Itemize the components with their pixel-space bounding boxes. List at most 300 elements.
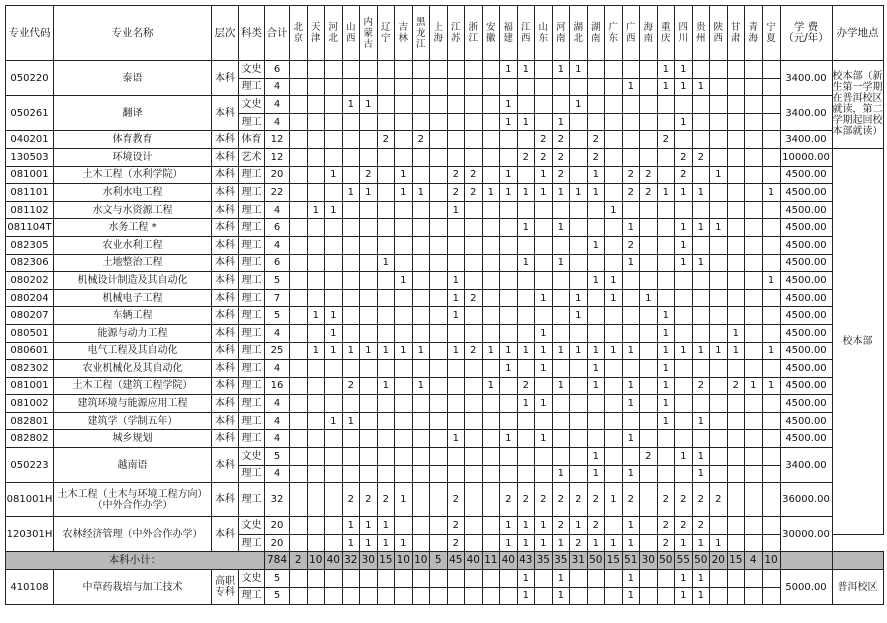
province-count: 1 — [727, 342, 745, 360]
row-total: 16 — [265, 377, 290, 395]
province-count — [500, 587, 518, 605]
province-count — [605, 570, 623, 588]
province-count — [692, 360, 710, 378]
province-count — [640, 430, 658, 448]
province-count — [535, 587, 553, 605]
header-province-char: 川 — [678, 33, 688, 44]
province-count — [640, 377, 658, 395]
province-count: 1 — [675, 219, 693, 237]
header-province — [640, 6, 658, 61]
province-count — [465, 534, 483, 552]
province-count — [570, 131, 588, 149]
province-count: 2 — [465, 166, 483, 184]
province-count — [762, 430, 780, 448]
province-count — [290, 570, 308, 588]
province-count — [657, 430, 675, 448]
province-count — [727, 148, 745, 166]
province-count: 1 — [657, 342, 675, 360]
category: 理工 — [239, 360, 265, 378]
province-count — [727, 272, 745, 290]
category: 理工 — [239, 219, 265, 237]
row-total: 7 — [265, 289, 290, 307]
province-count: 1 — [622, 517, 640, 535]
table-row — [6, 342, 884, 360]
province-count — [692, 113, 710, 131]
province-count — [745, 113, 763, 131]
location-line: 生第一学期 — [832, 82, 883, 94]
province-count — [290, 131, 308, 149]
province-count — [587, 219, 605, 237]
province-count — [290, 517, 308, 535]
header-province — [552, 6, 570, 61]
category: 理工 — [239, 307, 265, 325]
subtotal-count: 35 — [535, 552, 553, 570]
province-count — [745, 483, 763, 517]
province-count — [587, 570, 605, 588]
province-count — [640, 360, 658, 378]
province-count: 1 — [500, 517, 518, 535]
province-count — [395, 236, 413, 254]
province-count: 1 — [605, 289, 623, 307]
province-count — [762, 483, 780, 517]
province-count: 1 — [535, 395, 553, 413]
province-count: 2 — [342, 377, 360, 395]
province-count: 2 — [640, 448, 658, 466]
province-count — [535, 113, 553, 131]
province-count — [605, 131, 623, 149]
category: 理工 — [239, 412, 265, 430]
province-count — [447, 465, 465, 483]
province-count — [430, 236, 448, 254]
province-count — [675, 360, 693, 378]
header-province — [622, 6, 640, 61]
header-total: 合计 — [265, 6, 290, 61]
province-count — [640, 587, 658, 605]
province-count — [430, 254, 448, 272]
province-count — [482, 272, 500, 290]
province-count — [605, 236, 623, 254]
header-province-char: 陕 — [713, 22, 723, 33]
province-count — [395, 254, 413, 272]
header-province-char: 江 — [450, 22, 461, 33]
province-count — [307, 96, 325, 114]
province-count — [570, 148, 588, 166]
major-name: 泰语 — [54, 61, 212, 96]
province-count — [465, 483, 483, 517]
category: 理工 — [239, 78, 265, 96]
table-row — [6, 570, 884, 588]
province-count — [325, 483, 343, 517]
province-count — [727, 483, 745, 517]
province-count — [552, 201, 570, 219]
province-count — [640, 272, 658, 290]
province-count — [517, 96, 535, 114]
province-count — [307, 377, 325, 395]
major-code: 410108 — [6, 570, 54, 605]
major-code: 082306 — [6, 254, 54, 272]
province-count — [465, 61, 483, 79]
province-count — [465, 377, 483, 395]
province-count: 1 — [570, 342, 588, 360]
province-count — [360, 254, 378, 272]
province-count — [290, 184, 308, 202]
province-count: 2 — [675, 483, 693, 517]
province-count — [325, 448, 343, 466]
major-code: 080207 — [6, 307, 54, 325]
province-count — [307, 324, 325, 342]
province-count — [640, 412, 658, 430]
province-count — [535, 272, 553, 290]
province-count — [360, 430, 378, 448]
province-count — [430, 324, 448, 342]
province-count — [307, 78, 325, 96]
province-count — [727, 430, 745, 448]
fee: 4500.00 — [780, 324, 832, 342]
province-count — [360, 289, 378, 307]
province-count — [290, 113, 308, 131]
province-count: 1 — [605, 534, 623, 552]
province-count — [290, 395, 308, 413]
province-count — [342, 219, 360, 237]
province-count: 1 — [307, 201, 325, 219]
province-count: 1 — [325, 166, 343, 184]
province-count: 1 — [552, 61, 570, 79]
major-level: 本科 — [212, 307, 239, 325]
province-count — [500, 148, 518, 166]
province-count: 1 — [552, 184, 570, 202]
province-count: 2 — [692, 517, 710, 535]
province-count — [290, 219, 308, 237]
category: 理工 — [239, 534, 265, 552]
fee: 4500.00 — [780, 430, 832, 448]
province-count — [552, 395, 570, 413]
province-count: 1 — [342, 412, 360, 430]
header-province — [605, 6, 623, 61]
province-count — [325, 430, 343, 448]
header-province-char: 江 — [415, 38, 426, 50]
category: 理工 — [239, 236, 265, 254]
province-count — [325, 289, 343, 307]
province-count — [535, 570, 553, 588]
province-count: 1 — [482, 377, 500, 395]
row-total: 5 — [265, 570, 290, 588]
province-count — [342, 201, 360, 219]
province-count — [377, 201, 395, 219]
row-total: 4 — [265, 412, 290, 430]
province-count: 1 — [692, 254, 710, 272]
province-count — [482, 61, 500, 79]
major-code: 081001 — [6, 377, 54, 395]
major-code: 082302 — [6, 360, 54, 378]
major-code: 082801 — [6, 412, 54, 430]
province-count — [500, 219, 518, 237]
header-province-char: 海 — [643, 22, 653, 33]
province-count — [377, 96, 395, 114]
province-count: 1 — [587, 236, 605, 254]
province-count — [430, 360, 448, 378]
province-count — [412, 448, 430, 466]
category: 理工 — [239, 254, 265, 272]
province-count: 2 — [657, 517, 675, 535]
province-count — [535, 465, 553, 483]
header-province-char: 林 — [398, 33, 408, 44]
province-count — [447, 587, 465, 605]
province-count — [325, 148, 343, 166]
fee: 3400.00 — [780, 131, 832, 149]
province-count — [570, 360, 588, 378]
province-count — [430, 166, 448, 184]
subtotal-count: 11 — [482, 552, 500, 570]
province-count — [745, 324, 763, 342]
major-code: 081102 — [6, 201, 54, 219]
province-count — [377, 324, 395, 342]
province-count — [710, 430, 728, 448]
province-count — [377, 78, 395, 96]
header-province-char: 广 — [625, 22, 636, 33]
subtotal-count: 35 — [552, 552, 570, 570]
province-count: 2 — [360, 166, 378, 184]
province-count — [325, 78, 343, 96]
row-total: 12 — [265, 148, 290, 166]
province-count: 1 — [710, 342, 728, 360]
header-level: 层次 — [212, 6, 239, 61]
province-count: 1 — [657, 395, 675, 413]
subtotal-count: 10 — [307, 552, 325, 570]
province-count — [727, 61, 745, 79]
province-count: 1 — [657, 61, 675, 79]
province-count: 1 — [500, 342, 518, 360]
province-count — [762, 412, 780, 430]
province-count — [447, 324, 465, 342]
category: 文史 — [239, 570, 265, 588]
province-count — [360, 236, 378, 254]
province-count: 1 — [675, 534, 693, 552]
province-count: 1 — [447, 272, 465, 290]
province-count — [657, 96, 675, 114]
major-name: 中草药栽培与加工技术 — [54, 570, 212, 605]
province-count — [605, 184, 623, 202]
table-row — [6, 377, 884, 395]
province-count — [465, 307, 483, 325]
province-count — [500, 377, 518, 395]
province-count: 1 — [377, 342, 395, 360]
province-count: 1 — [377, 254, 395, 272]
province-count: 1 — [622, 534, 640, 552]
province-count — [517, 236, 535, 254]
location-line: 在普洱校区 — [832, 93, 883, 105]
table-row — [6, 307, 884, 325]
province-count: 2 — [342, 483, 360, 517]
province-count — [307, 254, 325, 272]
province-count — [395, 201, 413, 219]
province-count — [430, 448, 448, 466]
category: 理工 — [239, 324, 265, 342]
province-count — [430, 395, 448, 413]
province-count: 2 — [657, 483, 675, 517]
province-count — [412, 517, 430, 535]
province-count — [430, 483, 448, 517]
province-count: 1 — [535, 166, 553, 184]
province-count: 2 — [412, 131, 430, 149]
province-count — [570, 324, 588, 342]
header-province-char: 西 — [520, 33, 531, 44]
row-total: 4 — [265, 324, 290, 342]
province-count — [290, 61, 308, 79]
header-province — [727, 6, 745, 61]
province-count: 1 — [622, 395, 640, 413]
location-cell — [832, 61, 883, 149]
header-province-char: 青 — [748, 22, 758, 33]
province-count — [307, 131, 325, 149]
province-count — [710, 201, 728, 219]
major-level: 本科 — [212, 324, 239, 342]
province-count — [325, 131, 343, 149]
province-count — [325, 254, 343, 272]
province-count — [640, 534, 658, 552]
province-count — [517, 465, 535, 483]
province-count — [325, 219, 343, 237]
province-count — [307, 289, 325, 307]
header-province — [762, 6, 780, 61]
fee: 30000.00 — [780, 517, 832, 552]
fee: 10000.00 — [780, 148, 832, 166]
province-count: 1 — [692, 342, 710, 360]
fee: 4500.00 — [780, 236, 832, 254]
province-count — [675, 412, 693, 430]
province-count — [342, 131, 360, 149]
province-count — [482, 289, 500, 307]
category: 理工 — [239, 395, 265, 413]
province-count: 1 — [710, 534, 728, 552]
province-count — [360, 113, 378, 131]
province-count — [290, 430, 308, 448]
province-count — [605, 395, 623, 413]
province-count — [710, 517, 728, 535]
province-count — [622, 272, 640, 290]
province-count: 1 — [762, 184, 780, 202]
province-count — [710, 395, 728, 413]
province-count — [342, 272, 360, 290]
province-count — [482, 324, 500, 342]
category: 理工 — [239, 289, 265, 307]
province-count: 1 — [325, 342, 343, 360]
province-count — [290, 324, 308, 342]
province-count — [552, 289, 570, 307]
province-count: 1 — [307, 342, 325, 360]
major-level: 本科 — [212, 254, 239, 272]
province-count: 1 — [692, 184, 710, 202]
province-count — [325, 395, 343, 413]
province-count — [412, 61, 430, 79]
province-count — [412, 201, 430, 219]
province-count — [622, 61, 640, 79]
province-count — [290, 289, 308, 307]
province-count: 1 — [342, 534, 360, 552]
province-count — [640, 96, 658, 114]
province-count — [675, 96, 693, 114]
province-count — [640, 201, 658, 219]
province-count: 1 — [552, 587, 570, 605]
province-count — [570, 166, 588, 184]
header-province-char: 四 — [678, 22, 688, 33]
province-count — [482, 166, 500, 184]
province-count — [500, 272, 518, 290]
header-province — [430, 6, 448, 61]
province-count: 1 — [360, 184, 378, 202]
province-count — [342, 307, 360, 325]
table-row — [6, 360, 884, 378]
province-count: 1 — [675, 254, 693, 272]
province-count — [605, 360, 623, 378]
header-province-char: 河 — [555, 22, 566, 33]
header-province-char: 西 — [625, 33, 636, 44]
province-count — [745, 570, 763, 588]
major-level: 本科 — [212, 483, 239, 517]
header-province-char: 山 — [538, 22, 548, 33]
category: 文史 — [239, 517, 265, 535]
province-count — [605, 324, 623, 342]
province-count: 1 — [657, 78, 675, 96]
province-count — [745, 412, 763, 430]
province-count — [412, 219, 430, 237]
province-count — [727, 448, 745, 466]
subtotal-count: 43 — [517, 552, 535, 570]
province-count: 1 — [500, 61, 518, 79]
province-count — [412, 307, 430, 325]
province-count: 2 — [535, 483, 553, 517]
province-count: 2 — [640, 184, 658, 202]
province-count — [412, 483, 430, 517]
major-level: 本科 — [212, 412, 239, 430]
province-count — [290, 148, 308, 166]
province-count — [412, 360, 430, 378]
province-count — [587, 324, 605, 342]
row-total: 22 — [265, 184, 290, 202]
province-count: 2 — [377, 483, 395, 517]
province-count — [675, 395, 693, 413]
province-count — [745, 201, 763, 219]
row-total: 4 — [265, 430, 290, 448]
fee: 4500.00 — [780, 289, 832, 307]
province-count: 1 — [535, 534, 553, 552]
province-count — [465, 570, 483, 588]
province-count — [377, 360, 395, 378]
province-count — [325, 96, 343, 114]
location-line: 学期起回校 — [832, 115, 883, 127]
province-count: 1 — [675, 587, 693, 605]
province-count — [762, 570, 780, 588]
location-cell: 普洱校区 — [832, 570, 883, 605]
province-count — [500, 570, 518, 588]
subtotal-count: 32 — [342, 552, 360, 570]
province-count — [745, 78, 763, 96]
province-count — [605, 96, 623, 114]
province-count — [727, 570, 745, 588]
province-count — [622, 201, 640, 219]
province-count — [535, 307, 553, 325]
row-total: 4 — [265, 96, 290, 114]
subtotal-count: 50 — [692, 552, 710, 570]
header-province-char: 夏 — [766, 33, 776, 44]
province-count: 2 — [675, 148, 693, 166]
province-count — [640, 236, 658, 254]
province-count: 1 — [657, 184, 675, 202]
province-count — [325, 465, 343, 483]
province-count — [710, 587, 728, 605]
row-total: 4 — [265, 236, 290, 254]
province-count — [675, 289, 693, 307]
major-level — [212, 570, 239, 605]
